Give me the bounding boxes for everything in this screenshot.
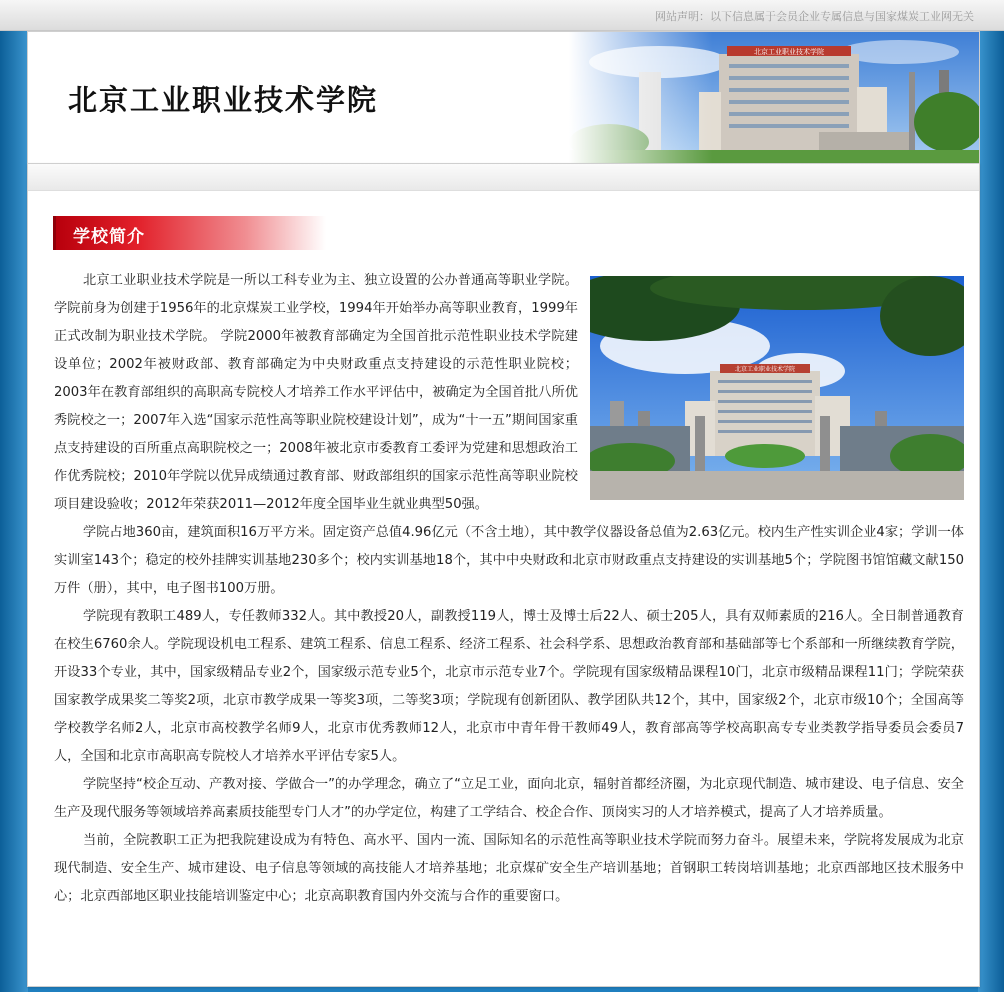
- photo-building-sign: 北京工业职业技术学院: [734, 366, 796, 373]
- top-bar: [0, 0, 1004, 31]
- panel-top-strip: [28, 164, 979, 191]
- campus-banner-image: [569, 32, 979, 164]
- content-area: [54, 267, 964, 911]
- background-right: [978, 31, 1004, 992]
- paragraph-philosophy: 学院坚持“校企互动、产教对接、学做合一”的办学理念，确立了“立足工业，面向北京，辐射首都经济圈，为北京现代制造、城市建设、电子信息、安全生产及现代服务等领域培养高素质技能型专门人才”的办学定位，构建了工学结合、校企合作、顶岗实习的人才培养模式，提高了人才培养质量。: [54, 777, 964, 820]
- paragraph-intro: 北京工业职业技术学院是一所以工科专业为主、独立设置的公办普通高等职业学院。学院前身为创建于1956年的北京煤炭工业学校，1994年开始举办高等职业教育，1999年正式改制为职业技术学院。 学院2000年被教育部确定为全国首批示范性职业技术学院建设单位；2002年被财政部、教育部确定为中央财政重点支持建设的示范性职业院校；2003年在教育部组织的高职高专院校人才培养工作水平评估中，被确定为全国首批八所优秀院校之一；2007年入选“国家示范性高等职业院校建设计划”，成为“十一五”期间国家重点支持建设的百所重点高职院校之一；2008年被北京市委教育工委评为党建和思想政治工作优秀院校；2010年学院以优异成绩通过教育部、财政部组织的国家示范性高等职业院校项目建设验收；2012年荣获2011—2012年度全国毕业生就业典型50强。: [54, 273, 578, 512]
- main-panel: [27, 163, 980, 987]
- school-name: 北京工业职业技术学院: [68, 83, 379, 117]
- campus-photo: [590, 276, 964, 500]
- section-title: 学校简介: [73, 227, 145, 247]
- site-disclaimer: 网站声明：以下信息属于会员企业专属信息与国家煤炭工业网无关: [655, 10, 974, 23]
- section-title-bar: [53, 216, 326, 250]
- background-left: [0, 31, 28, 992]
- paragraph-faculty: 学院现有教职工489人，专任教师332人。其中教授20人，副教授119人，博士及博士后22人、硕士205人，具有双师素质的216人。全日制普通教育在校生6760余人。学院现设机电工程系、建筑工程系、信息工程系、经济工程系、社会科学系、思想政治教育部和基础部等七个系部和一所继续教育学院，开设33个专业，其中，国家级精品专业2个，国家级示范专业5个，北京市示范专业7个。学院现有国家级精品课程10门，北京市级精品课程11门；学院荣获国家教学成果奖二等奖2项，北京市教学成果一等奖3项，二等奖3项；学院现有创新团队、教学团队共12个，其中，国家级2个，北京市级10个；全国高等学校教学名师2人，北京市高校教学名师9人，北京市优秀教师12人，北京市中青年骨干教师49人，教育部高等学校高职高专专业类教学指导委员会委员7人，全国和北京市高职高专院校人才培养水平评估专家5人。: [54, 609, 964, 764]
- paragraph-facilities: 学院占地360亩，建筑面积16万平方米。固定资产总值4.96亿元（不含土地），其中教学仪器设备总值为2.63亿元。校内生产性实训企业4家；学训一体实训室143个；稳定的校外挂牌实训基地230多个；校内实训基地18个，其中中央财政和北京市财政重点支持建设的实训基地5个；学院图书馆馆藏文献150万件（册），其中，电子图书100万册。: [54, 525, 964, 596]
- page-header: [27, 31, 980, 164]
- paragraph-future: 当前，全院教职工正为把我院建设成为有特色、高水平、国内一流、国际知名的示范性高等职业技术学院而努力奋斗。展望未来，学院将发展成为北京现代制造、安全生产、城市建设、电子信息等领域的高技能人才培养基地；北京煤矿安全生产培训基地；首钢职工转岗培训基地；北京西部地区技术服务中心；北京西部地区职业技能培训鉴定中心；北京高职教育国内外交流与合作的重要窗口。: [54, 833, 964, 904]
